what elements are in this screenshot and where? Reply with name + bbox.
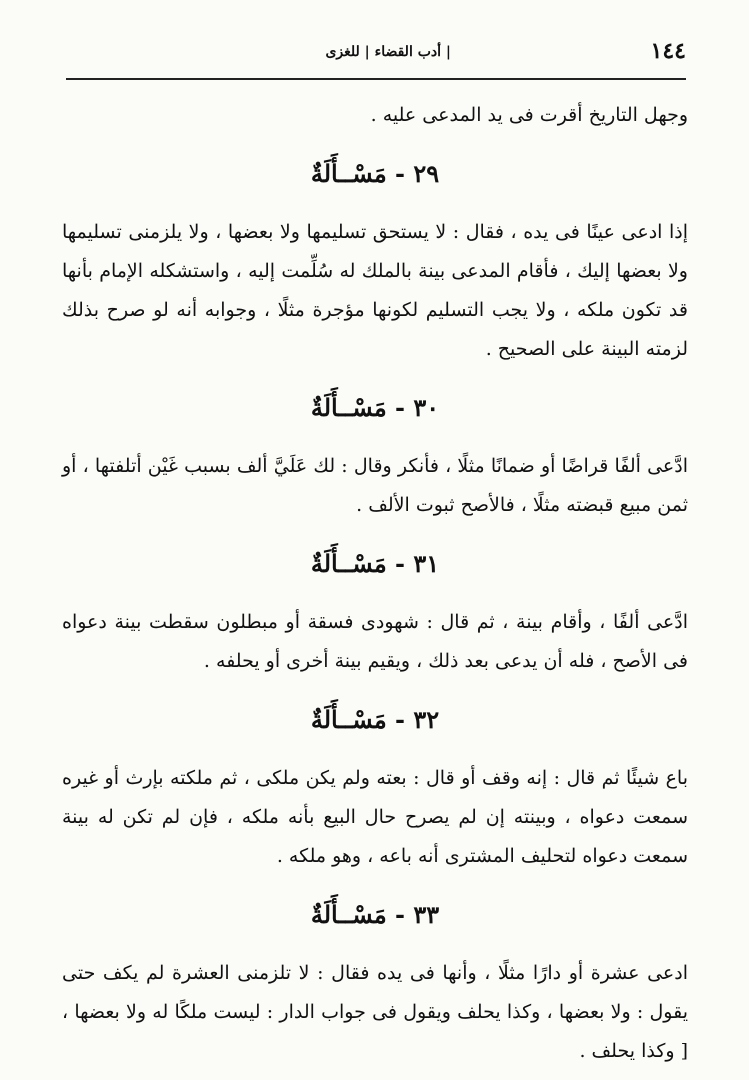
paragraph: ادعى عشرة أو دارًا مثلًا ، وأنها فى يده فقال : لا تلزمنى العشرة لم يكف حتى يقول : ولا بعضها ، وكذا يحلف ويقول فى جواب الدار : ليست ملكًا له ولا بعضها ، [ وكذا يحلف .	[62, 962, 688, 1062]
paragraph: إذا ادعى عينًا فى يده ، فقال : لا يستحق تسليمها ولا بعضها ، ولا يلزمنى تسليمها ولا بعضها إليك ، فأقام المدعى بينة بالملك له سُلِّمت إليه ، واستشكله الإمام بأنها قد تكون ملكه ، ولا يجب التسليم لكونها مؤجرة مثلًا ، وجوابه أنه لو صرح بذلك لزمته البينة على الصحيح .	[62, 221, 688, 360]
paragraph: ادَّعى ألفًا قراضًا أو ضمانًا مثلًا ، فأنكر وقال : لك عَلَيَّ ألف بسبب غَيْن أتلفتها ، أو ثمن مبيع قبضته مثلًا ، فالأصح ثبوت الألف .	[62, 455, 688, 516]
section-heading: ٣٣ - مَسْــأَلَةٌ	[310, 900, 440, 929]
header-rule	[66, 78, 686, 80]
paragraph: ادَّعى ألفًا ، وأقام بينة ، ثم قال : شهودى فسقة أو مبطلون سقطت بينة دعواه فى الأصح ، فله أن يدعى بعد ذلك ، ويقيم بينة أخرى أو يحلفه .	[62, 611, 688, 672]
section-heading: ٢٩ - مَسْــأَلَةٌ	[310, 159, 440, 188]
section-heading: ٣٢ - مَسْــأَلَةٌ	[310, 705, 440, 734]
section-heading: ٣٠ - مَسْــأَلَةٌ	[310, 393, 440, 422]
section-heading: ٣١ - مَسْــأَلَةٌ	[310, 549, 440, 578]
page-header	[66, 38, 686, 74]
page-number: ١٤٤	[650, 38, 686, 64]
running-title: | أدب القضاء | للغزى	[325, 44, 451, 60]
paragraph: باع شيئًا ثم قال : إنه وقف أو قال : بعته ولم يكن ملكى ، ثم ملكته بإرث أو غيره سمعت دعواه ، وبينته إن لم يصرح حال البيع بأنه ملكه ، فإن لم تكن له بينة سمعت دعواه لتحليف المشترى أنه باعه ، وهو ملكه .	[62, 767, 688, 867]
paragraph: وجهل التاريخ أقرت فى يد المدعى عليه .	[370, 104, 688, 126]
page-body	[62, 96, 688, 1071]
